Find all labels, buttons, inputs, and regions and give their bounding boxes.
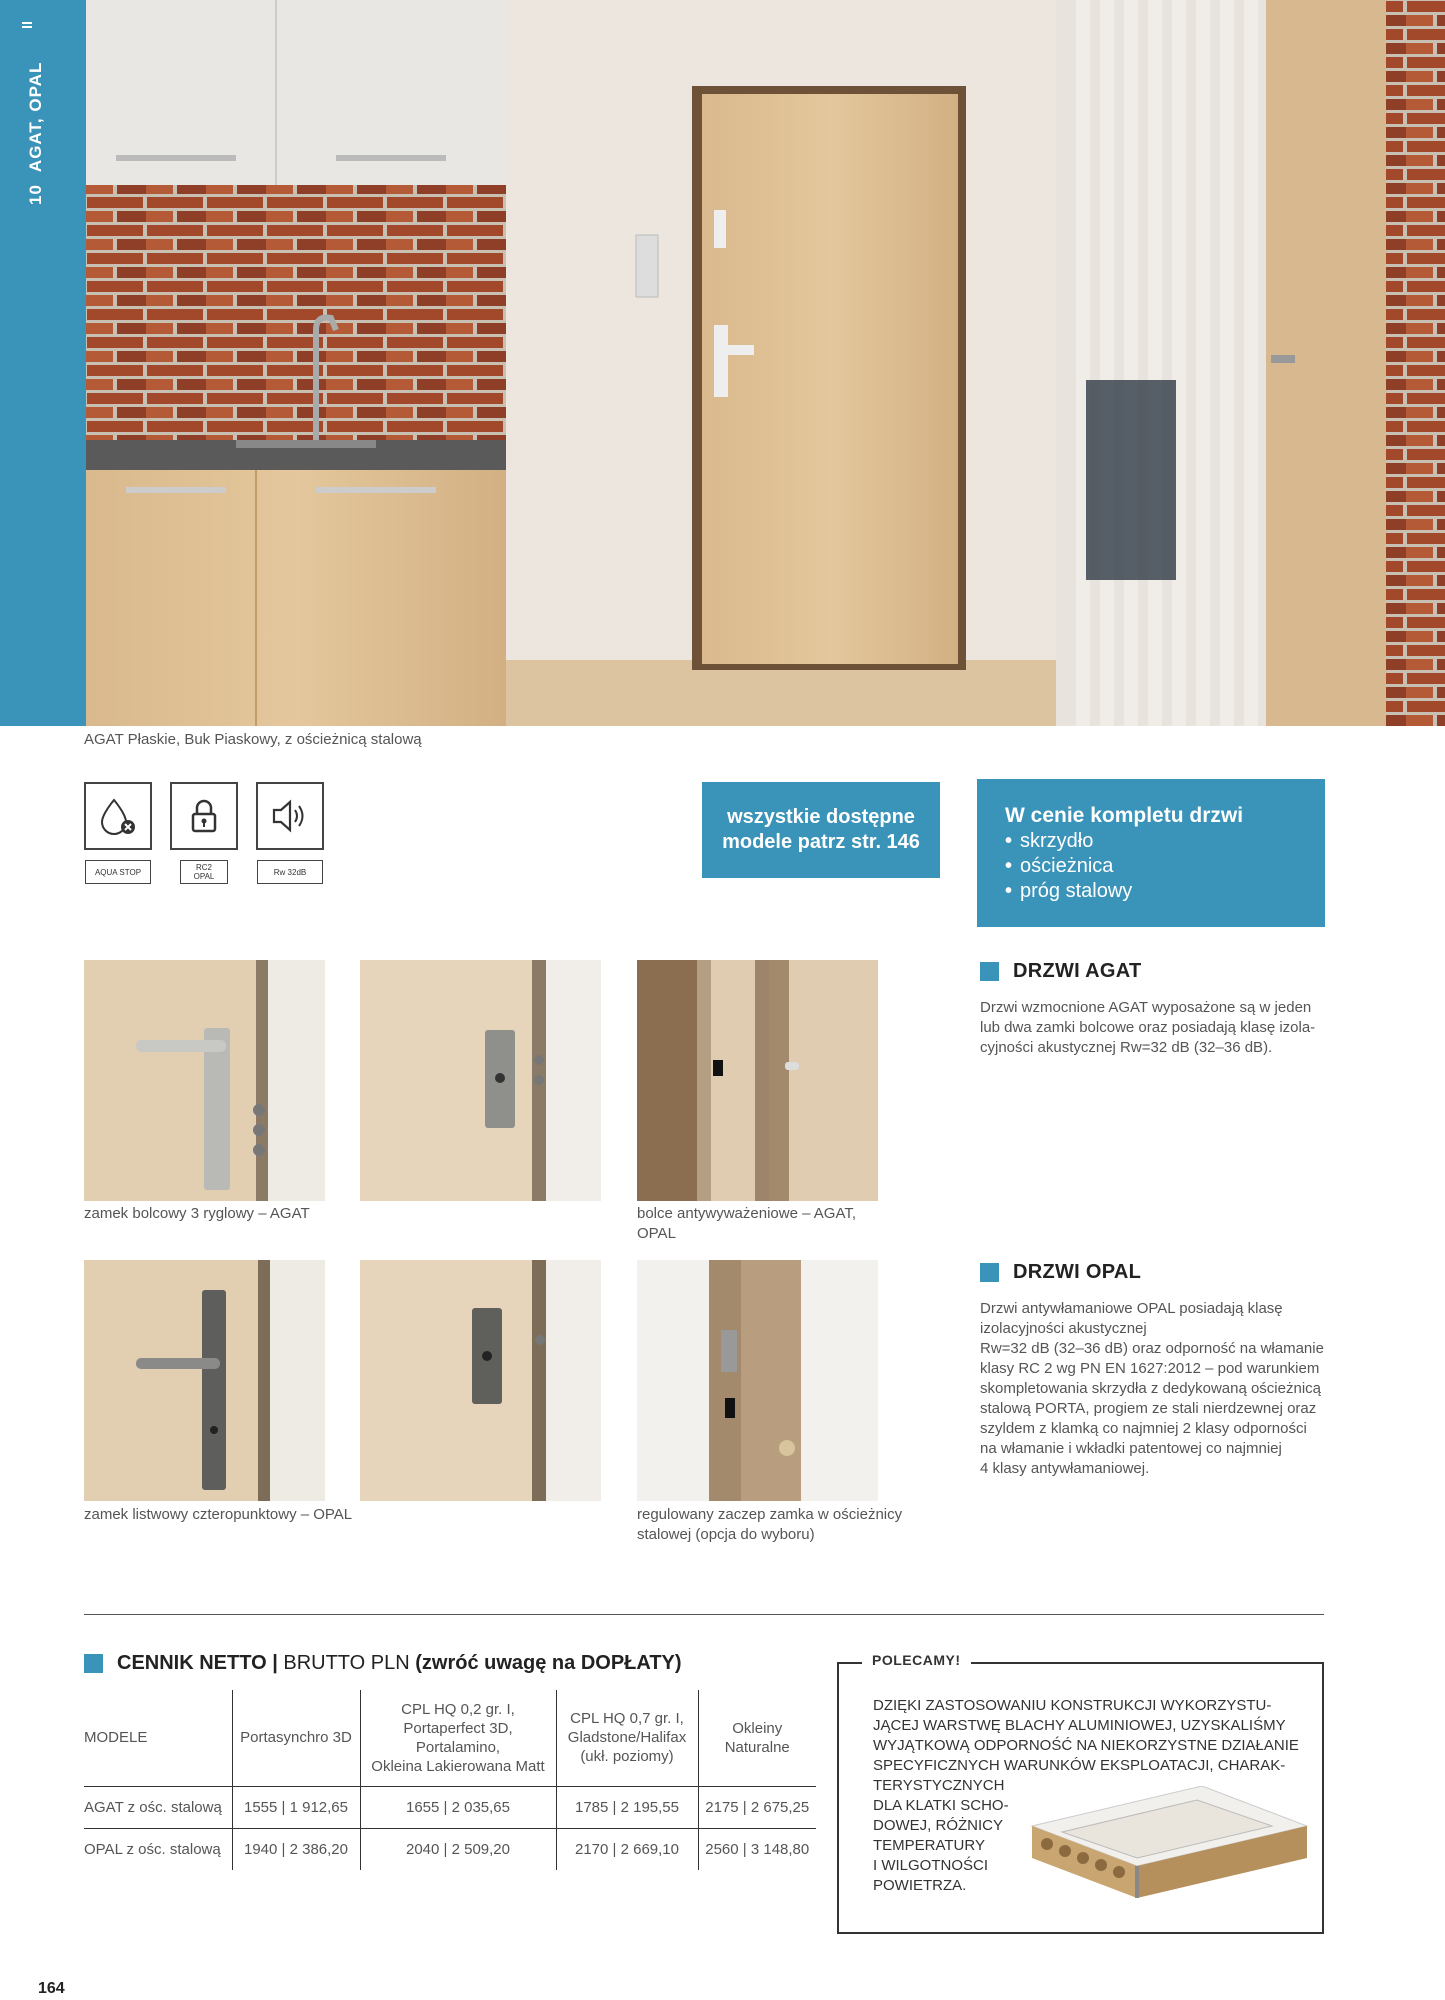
square-bullet-icon	[84, 1654, 103, 1673]
caption-line: stalowej (opcja do wyboru)	[637, 1526, 815, 1543]
hero-caption: AGAT Płaskie, Buk Piaskowy, z ościeżnicą stalową	[84, 731, 422, 748]
text-line: I WILGOTNOŚCI	[873, 1857, 989, 1874]
table-header-row	[84, 1690, 816, 1786]
feature-acoustic	[256, 782, 324, 884]
feature-aqua-stop	[84, 782, 152, 884]
table-cell: 1655 | 2 035,65	[360, 1786, 556, 1828]
text-line: WYJĄTKOWĄ ODPORNOŚĆ NA NIEKORZYSTNE DZIAŁANIE	[873, 1737, 1299, 1754]
door-cross-section-image	[1022, 1786, 1312, 1926]
padlock-icon	[170, 782, 238, 850]
text-line: Drzwi wzmocnione AGAT wyposażone są w jeden	[980, 999, 1312, 1016]
header-line: Portalamino,	[415, 1738, 501, 1756]
agat-heading	[980, 960, 1142, 983]
table-cell: 1555 | 1 912,65	[232, 1786, 360, 1828]
text-line: stalową PORTA, progiem ze stali nierdzewnej oraz	[980, 1400, 1317, 1417]
text-line: Drzwi antywłamaniowe OPAL posiadają klasę	[980, 1300, 1283, 1317]
header-line: CPL HQ 0,7 gr. I,	[570, 1710, 684, 1728]
header-line: (ukł. poziomy)	[580, 1748, 674, 1766]
photo-lock-plate-opal	[360, 1260, 601, 1501]
section-number: 10	[26, 184, 45, 205]
header-line: Okleina Lakierowana Matt	[371, 1757, 545, 1775]
header-line: Portaperfect 3D,	[403, 1719, 513, 1737]
square-bullet-icon	[980, 1263, 999, 1282]
list-item: • próg stalowy	[1005, 879, 1325, 904]
column-header	[698, 1690, 816, 1786]
text-line: szyldem z klamką co najmniej 2 klasy odporności	[980, 1420, 1307, 1437]
title-normal: BRUTTO PLN	[277, 1652, 416, 1674]
column-header	[360, 1690, 556, 1786]
list-item: • ościeżnica	[1005, 854, 1325, 879]
section-label	[26, 5, 46, 205]
text-line: DLA KLATKI SCHO-	[873, 1797, 1009, 1814]
text-line: JĄCEJ WARSTWĘ BLACHY ALUMINIOWEJ, UZYSKALIŚMY	[873, 1717, 1286, 1734]
photo-bolt-lock-agat	[84, 960, 325, 1201]
speaker-icon	[256, 782, 324, 850]
title-bold: CENNIK NETTO |	[117, 1652, 278, 1674]
text-line: na włamanie i wkładki patentowej co najmniej	[980, 1440, 1282, 1457]
callout-line: wszystkie dostępne	[727, 806, 915, 828]
photo-caption: zamek listwowy czteropunktowy – OPAL	[84, 1506, 353, 1523]
feature-label: AQUA STOP	[85, 860, 151, 884]
photo-lock-plate	[360, 960, 601, 1201]
text-line: TERYSTYCZNYCH	[873, 1777, 1005, 1794]
table-row	[84, 1786, 816, 1828]
table-cell: 1940 | 2 386,20	[232, 1828, 360, 1870]
photo-adjustable-strike	[637, 1260, 878, 1501]
set-contents-list	[1005, 829, 1325, 904]
hero-photo	[86, 0, 1445, 726]
feature-rc2	[170, 782, 238, 884]
page-number: 164	[38, 1980, 65, 1997]
table-cell: 2560 | 3 148,80	[698, 1828, 816, 1870]
text-line: skompletowania skrzydła z dedykowaną ościeżnicą	[980, 1380, 1322, 1397]
column-header	[556, 1690, 698, 1786]
agat-description	[980, 998, 1315, 1058]
text-line: 4 klasy antywłamaniowej.	[980, 1460, 1150, 1477]
text-line: lub dwa zamki bolcowe oraz posiadają klasę izola-	[980, 1019, 1316, 1036]
text-line: Rw=32 dB (32–36 dB) oraz odporność na włamanie	[980, 1340, 1324, 1357]
photo-caption	[637, 1204, 856, 1244]
caption-line: bolce antywyważeniowe – AGAT,	[637, 1205, 857, 1222]
photo-multipoint-lock-opal	[84, 1260, 325, 1501]
column-header: Portasynchro 3D	[232, 1690, 360, 1786]
header-line: Okleiny	[732, 1719, 783, 1737]
text-line: DOWEJ, RÓŻNICY	[873, 1817, 1003, 1834]
text-line: SPECYFICZNYCH WARUNKÓW EKSPLOATACJI, CHARAK-	[873, 1757, 1286, 1774]
section-title: AGAT, OPAL	[26, 61, 45, 173]
feature-label	[180, 860, 228, 884]
text-line: cyjności akustycznej Rw=32 dB (32–36 dB).	[980, 1039, 1273, 1056]
water-drop-icon	[84, 782, 152, 850]
title-bold: (zwróć uwagę na DOPŁATY)	[415, 1652, 682, 1674]
side-band	[0, 0, 86, 726]
text-line: TEMPERATURY	[873, 1837, 985, 1854]
photo-caption: zamek bolcowy 3 ryglowy – AGAT	[84, 1205, 310, 1222]
header-line: CPL HQ 0,2 gr. I,	[401, 1700, 515, 1718]
feature-label-line: OPAL	[193, 872, 215, 881]
table-cell: 2170 | 2 669,10	[556, 1828, 698, 1870]
photo-anti-lift-bolts	[637, 960, 878, 1201]
callout-line: modele patrz str. 146	[722, 831, 920, 853]
table-cell: AGAT z ośc. stalową	[84, 1798, 222, 1816]
text-line: klasy RC 2 wg PN EN 1627:2012 – pod warunkiem	[980, 1360, 1320, 1377]
table-row	[84, 1828, 816, 1870]
all-models-callout	[702, 782, 940, 878]
opal-heading	[980, 1261, 1141, 1284]
set-contents-callout	[977, 779, 1325, 927]
opal-description	[980, 1299, 1324, 1479]
text-line: POWIETRZA.	[873, 1877, 967, 1894]
table-cell: 1785 | 2 195,55	[556, 1786, 698, 1828]
section-heading: DRZWI AGAT	[1013, 960, 1142, 982]
price-table	[84, 1690, 816, 1870]
recommend-legend: POLECAMY!	[862, 1652, 971, 1668]
section-heading: DRZWI OPAL	[1013, 1261, 1142, 1283]
header-line: Gladstone/Halifax	[567, 1729, 687, 1747]
header-line: Naturalne	[724, 1738, 790, 1756]
square-bullet-icon	[980, 962, 999, 981]
list-item: • skrzydło	[1005, 829, 1325, 854]
photo-caption	[637, 1505, 902, 1545]
callout-title: W cenie kompletu drzwi	[1005, 804, 1244, 827]
price-list-heading	[84, 1652, 682, 1675]
caption-line: regulowany zaczep zamka w ościeżnicy	[637, 1506, 903, 1523]
divider	[84, 1614, 1324, 1615]
caption-line: OPAL	[637, 1225, 676, 1242]
text-line: izolacyjności akustycznej	[980, 1320, 1147, 1337]
column-header: MODELE	[84, 1729, 148, 1747]
price-list-title	[117, 1652, 682, 1675]
table-cell: 2040 | 2 509,20	[360, 1828, 556, 1870]
table-cell: 2175 | 2 675,25	[698, 1786, 816, 1828]
feature-label: Rw 32dB	[257, 860, 323, 884]
text-line: DZIĘKI ZASTOSOWANIU KONSTRUKCJI WYKORZYSTU-	[873, 1697, 1272, 1714]
feature-label-line: RC2	[195, 863, 212, 872]
table-cell: OPAL z ośc. stalową	[84, 1840, 221, 1858]
